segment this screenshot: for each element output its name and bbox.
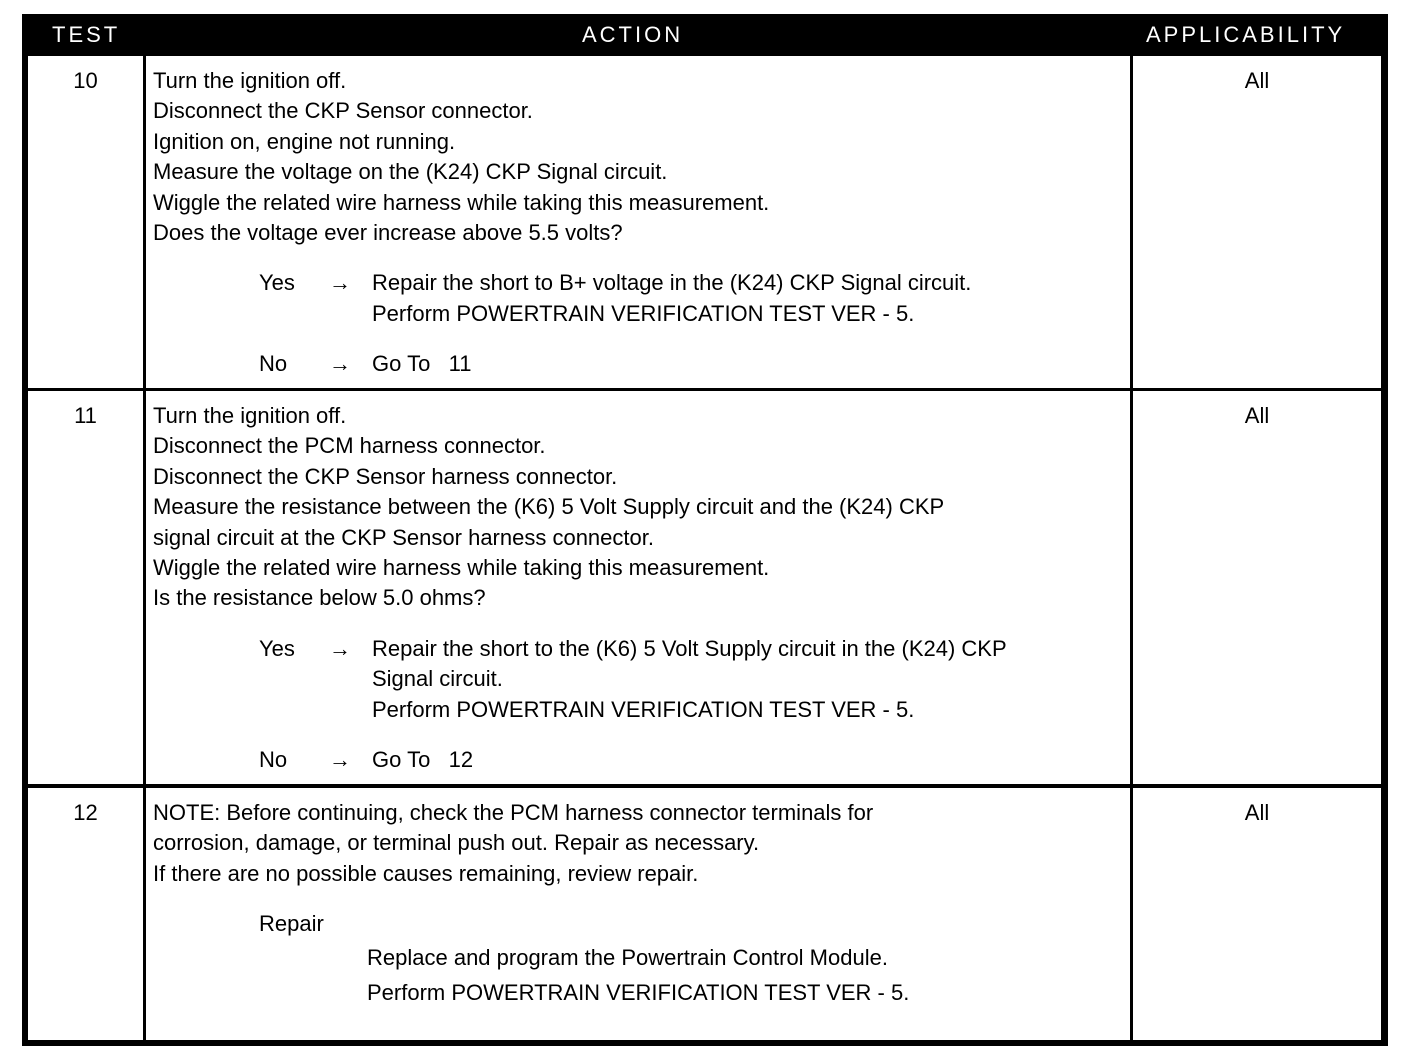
yes-branch: [153, 634, 1130, 725]
no-result: Go To 11: [372, 351, 472, 377]
action-line: Wiggle the related wire harness while taking this measurement.: [153, 189, 770, 215]
action-line: Measure the resistance between the (K6) 5 Volt Supply circuit and the (K24) CKP: [153, 494, 945, 520]
test-number: 12: [73, 800, 98, 825]
action-cell-12: [146, 788, 1130, 1040]
action-cell-10: [146, 56, 1130, 388]
applicability-value: All: [1244, 800, 1270, 825]
test-number-11: [28, 391, 143, 784]
arrow-icon: →: [329, 635, 351, 661]
action-line: corrosion, damage, or terminal push out. Repair as necessary.: [153, 830, 760, 856]
yes-label: Yes: [259, 635, 295, 661]
yes-result: Perform POWERTRAIN VERIFICATION TEST VER - 5.: [372, 300, 915, 326]
action-line: NOTE: Before continuing, check the PCM harness connector terminals for: [153, 800, 874, 825]
action-line: Wiggle the related wire harness while taking this measurement.: [153, 555, 770, 581]
yes-branch: [153, 268, 1130, 329]
applicability-12: [1133, 788, 1381, 1040]
arrow-icon: →: [329, 270, 351, 296]
yes-result: Perform POWERTRAIN VERIFICATION TEST VER - 5.: [372, 696, 915, 722]
action-line: Measure the voltage on the (K24) CKP Signal circuit.: [153, 159, 668, 185]
test-number-12: [28, 788, 143, 1040]
action-line: Disconnect the PCM harness connector.: [153, 433, 546, 459]
no-branch: [153, 745, 1130, 775]
action-line: Turn the ignition off.: [153, 403, 347, 428]
action-line: Does the voltage ever increase above 5.5 volts?: [153, 220, 623, 246]
no-result: Go To 12: [372, 747, 474, 773]
applicability-value: All: [1244, 68, 1270, 93]
no-branch: [153, 349, 1130, 379]
applicability-11: [1133, 391, 1381, 784]
repair-result: Replace and program the Powertrain Control Module.: [367, 944, 888, 970]
test-number: 10: [73, 68, 98, 93]
header-action: ACTION: [582, 22, 684, 47]
test-number: 11: [74, 403, 97, 428]
applicability-10: [1133, 56, 1381, 388]
yes-result: Repair the short to B+ voltage in the (K24) CKP Signal circuit.: [372, 270, 972, 296]
yes-result: Signal circuit.: [372, 666, 503, 692]
action-line: signal circuit at the CKP Sensor harness connector.: [153, 524, 654, 550]
repair-label: Repair: [259, 911, 324, 937]
repair-block: [153, 909, 1130, 1009]
repair-result: Perform POWERTRAIN VERIFICATION TEST VER - 5.: [367, 979, 910, 1005]
header-applicability: APPLICABILITY: [1146, 22, 1346, 47]
table-header: [22, 14, 1388, 56]
test-number-10: [28, 56, 143, 388]
diagnostic-table: [22, 14, 1388, 1046]
action-line: Is the resistance below 5.0 ohms?: [153, 585, 486, 611]
no-label: No: [259, 351, 288, 377]
action-line: Turn the ignition off.: [153, 68, 347, 93]
action-line: Ignition on, engine not running.: [153, 128, 456, 154]
action-cell-11: [146, 391, 1130, 784]
yes-result: Repair the short to the (K6) 5 Volt Supply circuit in the (K24) CKP: [372, 635, 1007, 661]
action-line: Disconnect the CKP Sensor harness connector.: [153, 463, 618, 489]
applicability-value: All: [1244, 403, 1270, 428]
arrow-icon: →: [329, 747, 351, 773]
action-line: If there are no possible causes remaining, review repair.: [153, 860, 699, 886]
yes-label: Yes: [259, 270, 295, 296]
header-test: TEST: [52, 22, 121, 47]
action-line: Disconnect the CKP Sensor connector.: [153, 98, 533, 124]
no-label: No: [259, 747, 288, 773]
arrow-icon: →: [329, 351, 351, 377]
